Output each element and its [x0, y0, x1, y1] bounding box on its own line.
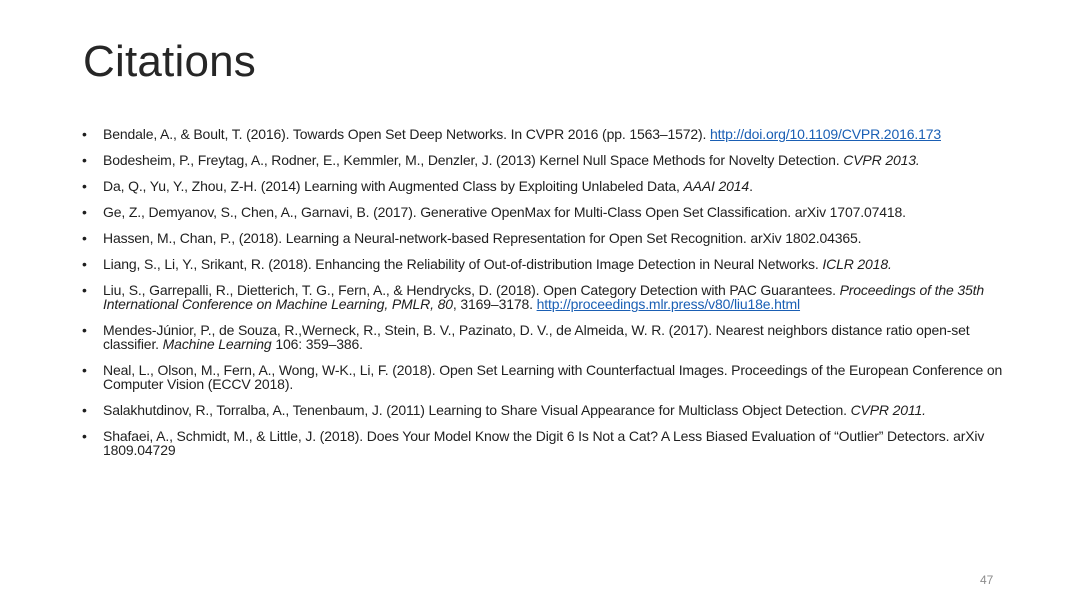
citation-venue: Machine Learning	[162, 336, 272, 352]
citation-item	[80, 231, 1010, 245]
citation-text: Neal, L., Olson, M., Fern, A., Wong, W-K., Li, F. (2018). Open Set Learning with Counterfactual Images. Proceedings of the European Conference on Computer Vision (ECCV 2018).	[103, 362, 1003, 392]
bullet-icon: •	[82, 256, 87, 272]
bullet-icon: •	[82, 126, 87, 142]
bullet-icon: •	[82, 204, 87, 220]
citation-text: Liu, S., Garrepalli, R., Dietterich, T. G., Fern, A., & Hendrycks, D. (2018). Open Category Detection with PAC Guarantees.	[103, 282, 840, 298]
citation-link[interactable]: http://doi.org/10.1109/CVPR.2016.173	[710, 126, 941, 142]
citation-item	[80, 323, 1010, 351]
citation-venue: CVPR 2011.	[850, 402, 926, 418]
citation-item	[80, 153, 1010, 167]
citation-text: Liang, S., Li, Y., Srikant, R. (2018). Enhancing the Reliability of Out-of-distribution Image Detection in Neural Networks.	[103, 256, 823, 272]
citation-item	[80, 127, 1010, 141]
citation-text: Ge, Z., Demyanov, S., Chen, A., Garnavi, B. (2017). Generative OpenMax for Multi-Class Open Set Classification. arXiv 1707.07418.	[103, 204, 906, 220]
citation-tail: , 3169–3178.	[452, 296, 537, 312]
bullet-icon: •	[82, 282, 87, 298]
bullet-icon: •	[82, 230, 87, 246]
citation-tail: .	[749, 178, 753, 194]
citation-list	[80, 127, 1010, 469]
citation-link[interactable]: http://proceedings.mlr.press/v80/liu18e.html	[536, 296, 801, 312]
citation-text: Hassen, M., Chan, P., (2018). Learning a Neural-network-based Representation for Open Set Recognition. arXiv 1802.04365.	[103, 230, 862, 246]
citation-text: Salakhutdinov, R., Torralba, A., Tenenbaum, J. (2011) Learning to Share Visual Appearance for Multiclass Object Detection.	[103, 402, 851, 418]
citation-tail: 106: 359–386.	[271, 336, 363, 352]
citation-item	[80, 403, 1010, 417]
citation-item	[80, 205, 1010, 219]
bullet-icon: •	[82, 402, 87, 418]
citation-item	[80, 179, 1010, 193]
bullet-icon: •	[82, 428, 87, 444]
citation-item	[80, 363, 1010, 391]
citation-text: Da, Q., Yu, Y., Zhou, Z-H. (2014) Learning with Augmented Class by Exploiting Unlabeled Data,	[103, 178, 684, 194]
citation-venue: ICLR 2018.	[822, 256, 892, 272]
citation-venue: Proceedings of the 35th International Conference on Machine Learning, PMLR, 80	[103, 282, 985, 312]
citation-text: Bodesheim, P., Freytag, A., Rodner, E., Kemmler, M., Denzler, J. (2013) Kernel Null Space Methods for Novelty Detection.	[103, 152, 844, 168]
bullet-icon: •	[82, 362, 87, 378]
citation-text: Mendes-Júnior, P., de Souza, R.,Werneck, R., Stein, B. V., Pazinato, D. V., de Almeida, W. R. (2017). Nearest neighbors distance ratio open-set classifier.	[103, 322, 970, 352]
citation-item	[80, 257, 1010, 271]
citation-venue: AAAI 2014	[683, 178, 750, 194]
citation-item	[80, 283, 1010, 311]
bullet-icon: •	[82, 178, 87, 194]
citation-item	[80, 429, 1010, 457]
bullet-icon: •	[82, 322, 87, 338]
citation-text: Shafaei, A., Schmidt, M., & Little, J. (2018). Does Your Model Know the Digit 6 Is Not a Cat? A Less Biased Evaluation of “Outlier” Detectors. arXiv 1809.04729	[103, 428, 985, 458]
slide-title: Citations	[83, 37, 256, 86]
citation-venue: CVPR 2013.	[843, 152, 920, 168]
citation-text: Bendale, A., & Boult, T. (2016). Towards Open Set Deep Networks. In CVPR 2016 (pp. 1563–1572).	[103, 126, 711, 142]
bullet-icon: •	[82, 152, 87, 168]
page-number: 47	[980, 573, 994, 587]
